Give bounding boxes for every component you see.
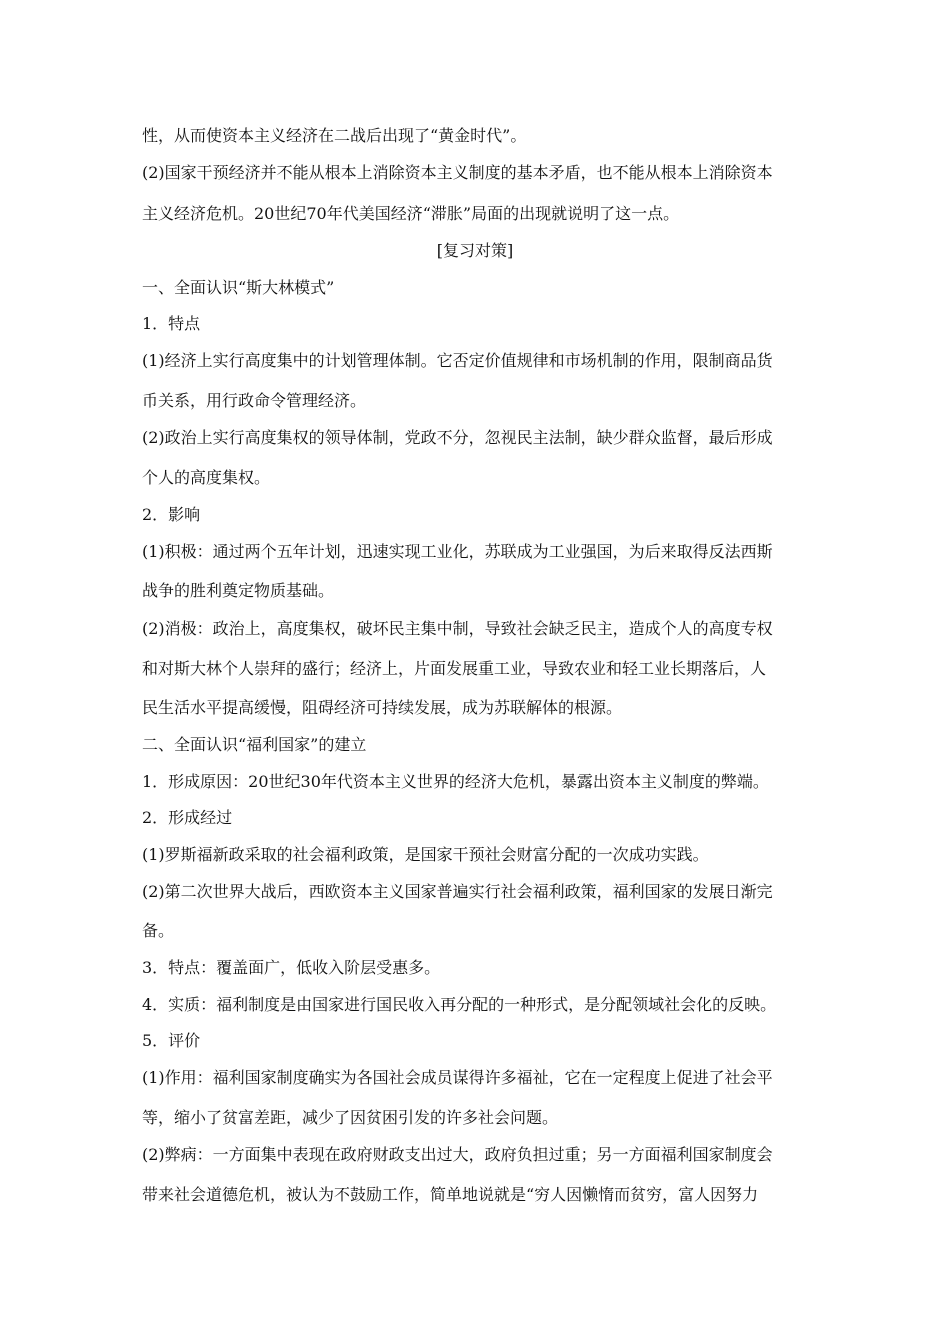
text-line: 3．特点：覆盖面广，低收入阶层受惠多。 (142, 958, 441, 977)
text-line: (2)弊病：一方面集中表现在政府财政支出过大，政府负担过重；另一方面福利国家制度会 (142, 1145, 773, 1164)
text-line: (1)罗斯福新政采取的社会福利政策，是国家干预社会财富分配的一次成功实践。 (142, 845, 709, 864)
text-line: 主义经济危机。20世纪70年代美国经济“滞胀”局面的出现就说明了这一点。 (142, 204, 680, 223)
section-heading: [复习对策] (436, 241, 514, 260)
subheading-line: 1．特点 (142, 314, 201, 333)
text-line: (2)消极：政治上，高度集权，破坏民主集中制，导致社会缺乏民主，造成个人的高度专权 (142, 619, 773, 638)
subheading-line: 2．形成经过 (142, 808, 233, 827)
text-line: 和对斯大林个人崇拜的盛行；经济上，片面发展重工业，导致农业和轻工业长期落后，人 (142, 659, 767, 678)
text-line: (2)第二次世界大战后，西欧资本主义国家普遍实行社会福利政策，福利国家的发展日渐完 (142, 882, 773, 901)
text-line: (2)国家干预经济并不能从根本上消除资本主义制度的基本矛盾，也不能从根本上消除资本 (142, 163, 773, 182)
text-line: 战争的胜利奠定物质基础。 (142, 581, 335, 600)
subheading-line: 5．评价 (142, 1031, 201, 1050)
text-line: 性，从而使资本主义经济在二战后出现了“黄金时代”。 (142, 126, 527, 145)
heading-line: 一、全面认识“斯大林模式” (142, 278, 335, 297)
text-line: 带来社会道德危机，被认为不鼓励工作，简单地说就是“穷人因懒惰而贫穷，富人因努力 (142, 1185, 759, 1204)
text-line: (2)政治上实行高度集权的领导体制，党政不分，忽视民主法制，缺少群众监督，最后形成 (142, 428, 773, 447)
text-line: 币关系，用行政命令管理经济。 (142, 391, 367, 410)
text-line: 等，缩小了贫富差距，减少了因贫困引发的许多社会问题。 (142, 1108, 559, 1127)
text-line: 1．形成原因：20世纪30年代资本主义世界的经济大危机，暴露出资本主义制度的弊端。 (142, 772, 769, 791)
heading-line: 二、全面认识“福利国家”的建立 (142, 735, 367, 754)
text-line: 备。 (142, 921, 175, 940)
subheading-line: 2．影响 (142, 505, 201, 524)
text-line: (1)作用：福利国家制度确实为各国社会成员谋得许多福祉，它在一定程度上促进了社会平 (142, 1068, 773, 1087)
text-line: 民生活水平提高缓慢，阻碍经济可持续发展，成为苏联解体的根源。 (142, 698, 623, 717)
text-line: 4．实质：福利制度是由国家进行国民收入再分配的一种形式，是分配领域社会化的反映。 (142, 995, 777, 1014)
text-line: (1)经济上实行高度集中的计划管理体制。它否定价值规律和市场机制的作用，限制商品货 (142, 351, 773, 370)
text-line: 个人的高度集权。 (142, 468, 271, 487)
text-line: (1)积极：通过两个五年计划，迅速实现工业化，苏联成为工业强国，为后来取得反法西斯 (142, 542, 773, 561)
